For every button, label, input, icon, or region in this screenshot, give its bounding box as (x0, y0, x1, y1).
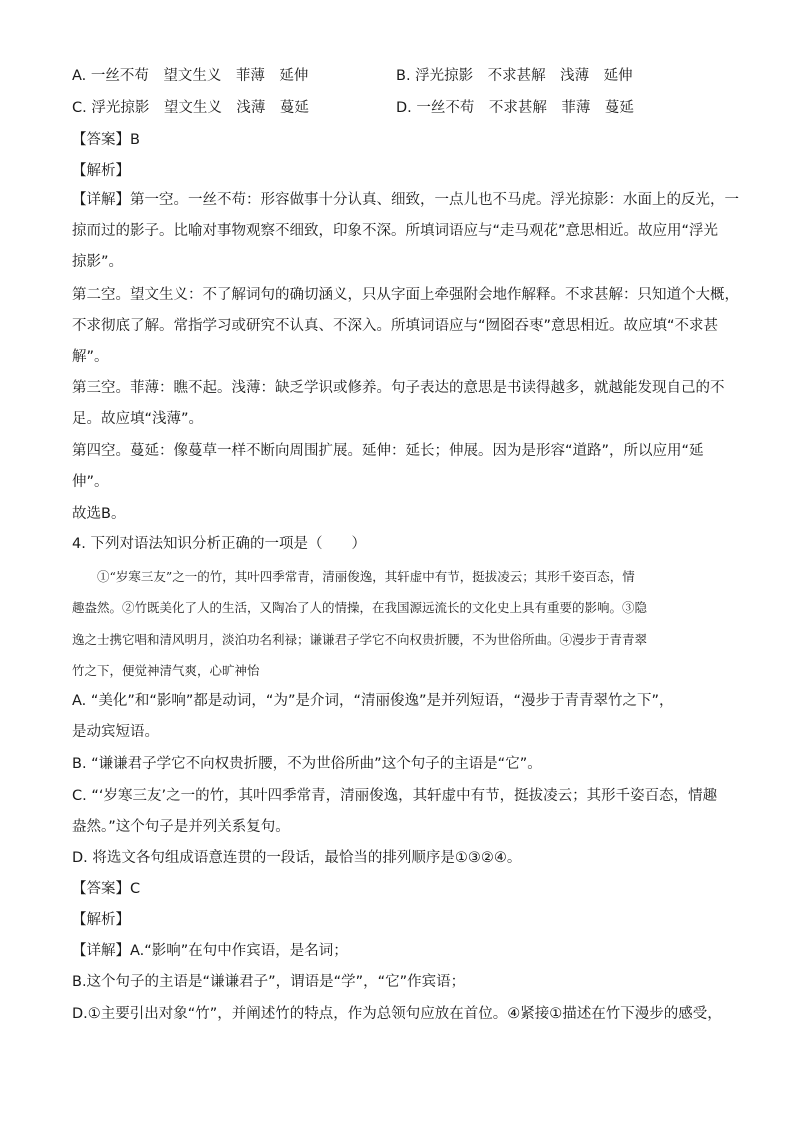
detail-line: 第四空。蔓延：像蔓草一样不断向周围扩展。延伸：延长；伸展。因为是形容“道路”，所以应用“延 (72, 443, 704, 459)
detail-line: 掠而过的影子。比喻对事物观察不细致，印象不深。所填词语应与“走马观花”意思相近。故应用“浮光 (72, 223, 719, 239)
detail-line: 第二空。望文生义：不了解词句的确切涵义，只从字面上牵强附会地作解释。不求甚解：只知道个大概， (72, 287, 739, 303)
option-line: A. “美化”和“影响”都是动词，“为”是介词，“清丽俊逸”是并列短语，“漫步于青青翠竹之下”， (72, 693, 674, 709)
detail-line: 解”。 (72, 349, 109, 365)
detail-line: D.①主要引出对象“竹”，并阐述竹的特点，作为总领句应放在首位。④紧接①描述在竹下漫步的感受， (72, 1006, 722, 1022)
passage-line: 竹之下，便觉神清气爽，心旷神怡 (72, 663, 260, 678)
detail-line: 【详解】第一空。一丝不苟：形容做事十分认真、细致，一点儿也不马虎。浮光掠影：水面上的反光，一 (72, 192, 739, 208)
option-b: B. 浮光掠影 不求甚解 浅薄 延伸 (396, 68, 633, 84)
analysis-label: 【解析】 (72, 912, 130, 928)
option-c: C. 浮光掠影 望文生义 浅薄 蔓延 (72, 100, 309, 116)
option-line: D. 将选文各句组成语意连贯的一段话，最恰当的排列顺序是①③②④。 (72, 850, 522, 866)
option-d: D. 一丝不苟 不求甚解 菲薄 蔓延 (396, 100, 634, 116)
option-line: 是动宾短语。 (72, 724, 159, 740)
passage-line: 逸之士携它唱和清风明月，淡泊功名利禄；谦谦君子学它不向权贵折腰，不为世俗所曲。④漫步于青青翠 (72, 632, 648, 647)
detail-line: 故选B。 (72, 506, 126, 522)
detail-line: 伸”。 (72, 474, 109, 490)
option-line: C. “‘岁寒三友’之一的竹，其叶四季常青，清丽俊逸，其轩虚中有节，挺拔凌云；其形千姿百态，情趣 (72, 788, 718, 804)
detail-line: 掠影”。 (72, 254, 124, 270)
detail-line: 【详解】A.“影响”在句中作宾语，是名词； (72, 943, 348, 959)
answer-label: 【答案】C (72, 881, 141, 897)
detail-line: B.这个句子的主语是“谦谦君子”，谓语是“学”，“它”作宾语； (72, 974, 466, 990)
question-stem: 4. 下列对语法知识分析正确的一项是（ ） (72, 536, 366, 552)
detail-line: 足。故应填“浅薄”。 (72, 411, 204, 427)
analysis-label: 【解析】 (72, 163, 130, 179)
option-line: 盎然。”这个句子是并列关系复句。 (72, 819, 290, 835)
passage-line: ①“岁寒三友”之一的竹，其叶四季常青，清丽俊逸，其轩虚中有节，挺拔凌云；其形千姿百态，情 (72, 569, 635, 584)
option-a: A. 一丝不苟 望文生义 菲薄 延伸 (72, 68, 309, 84)
detail-line: 第三空。菲薄：瞧不起。浅薄：缺乏学识或修养。句子表达的意思是书读得越多，就越能发现自己的不 (72, 380, 725, 396)
detail-line: 不求彻底了解。常指学习或研究不认真、不深入。所填词语应与“囫囵吞枣”意思相近。故应填“不求甚 (72, 318, 719, 334)
option-line: B. “谦谦君子学它不向权贵折腰，不为世俗所曲”这个句子的主语是“它”。 (72, 756, 542, 772)
passage-line: 趣盎然。②竹既美化了人的生活，又陶冶了人的情操，在我国源远流长的文化史上具有重要的影响。③隐 (72, 600, 648, 615)
answer-label: 【答案】B (72, 132, 140, 148)
